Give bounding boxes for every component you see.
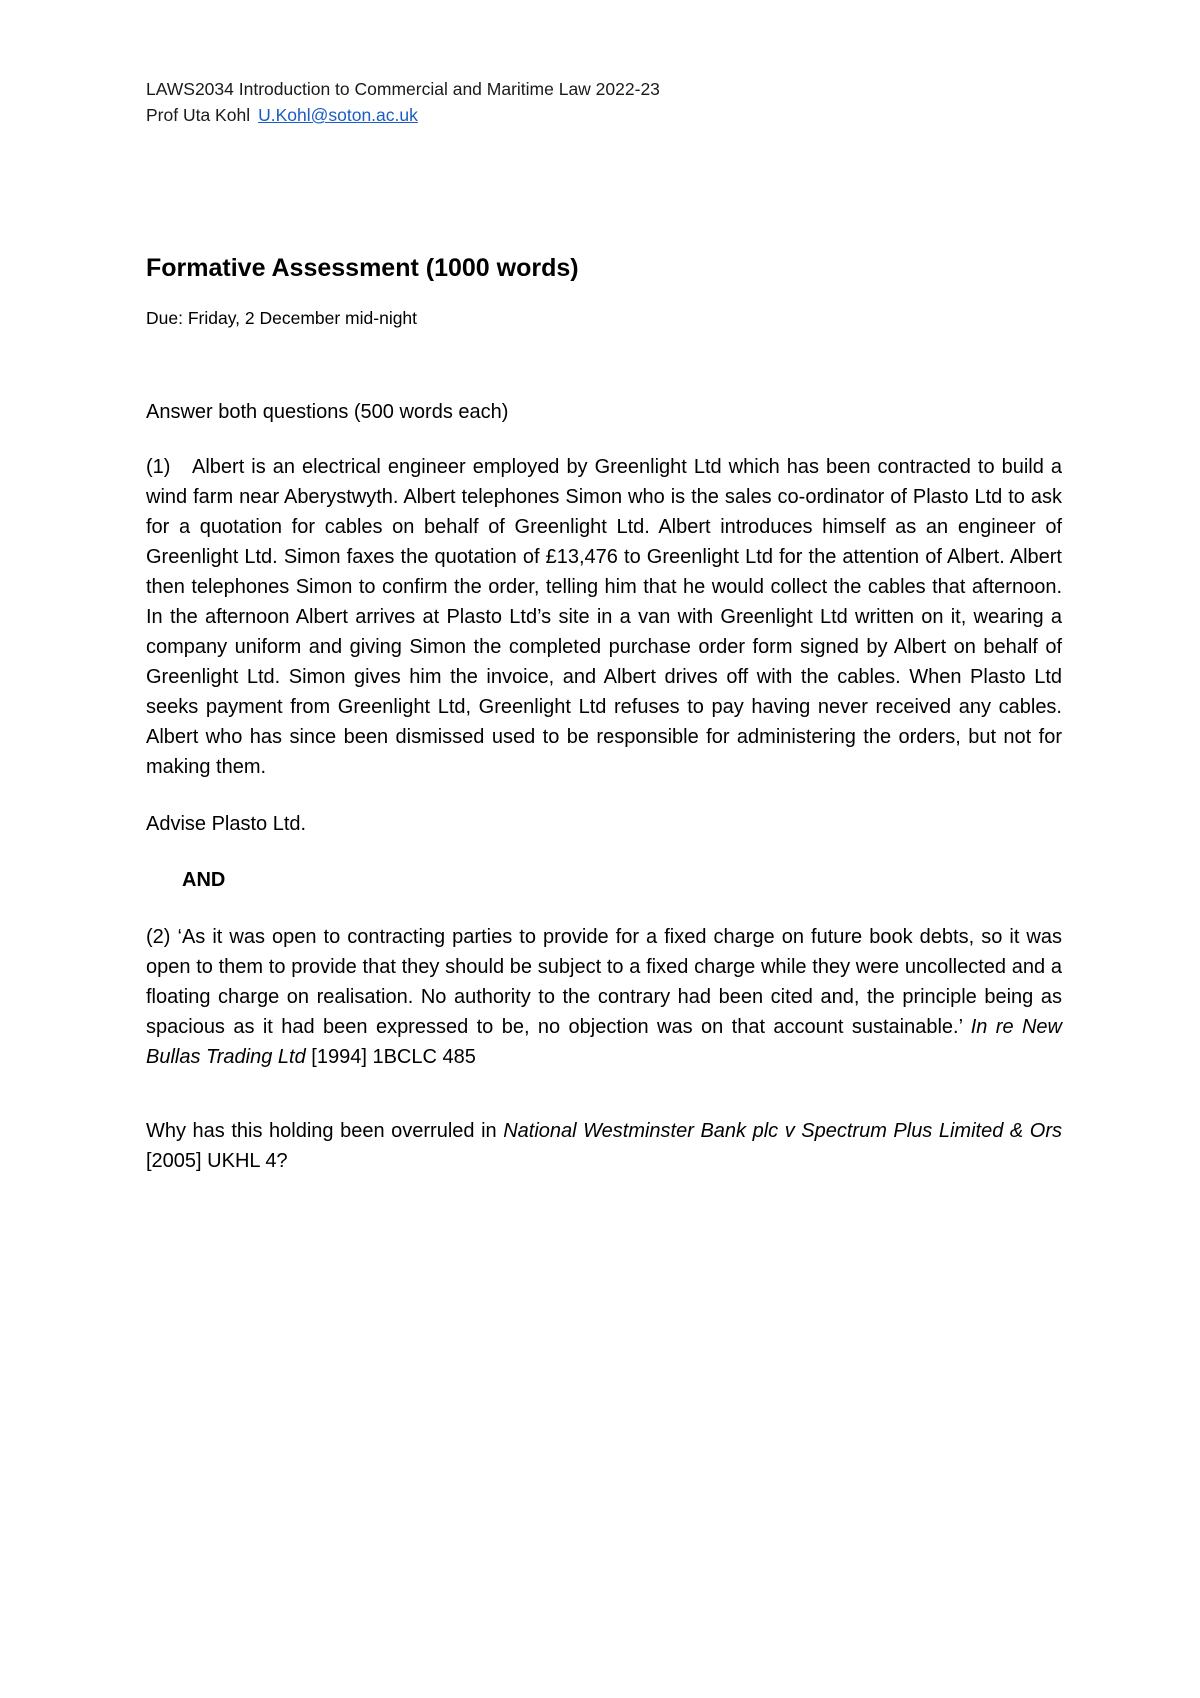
main-content	[146, 252, 1062, 1176]
question-2-citation: [1994] 1BCLC 485	[311, 1046, 476, 1068]
due-date: Due: Friday, 2 December mid-night	[146, 308, 418, 328]
question-1-text: Albert is an electrical engineer employed by Greenlight Ltd which has been contracted to build a wind farm near Aberystwyth. Albert telephones Simon who is the sales co-ordinator of Plasto Ltd to ask for a quotation for cables on behalf of Greenlight Ltd. Albert introduces himself as an engineer of Greenlight Ltd. Simon faxes the quotation of £13,476 to Greenlight Ltd for the attention of Albert. Albert then telephones Simon to confirm the order, telling him that he would collect the cables that afternoon. In the afternoon Albert arrives at Plasto Ltd’s site in a van with Greenlight Ltd written on it, wearing a company uniform and giving Simon the completed purchase order form signed by Albert on behalf of Greenlight Ltd. Simon gives him the invoice, and Albert drives off with the cables. When Plasto Ltd seeks payment from Greenlight Ltd, Greenlight Ltd refuses to pay having never received any cables. Albert who has since been dismissed used to be responsible for administering the orders, but not for making them.	[146, 456, 1062, 778]
email-link[interactable]: U.Kohl@soton.ac.uk	[258, 105, 418, 125]
question-2-case-name: In re New Bullas Trading Ltd	[146, 1016, 1062, 1068]
question-2-task-case: National Westminster Bank plc v Spectrum Plus Limited & Ors	[503, 1120, 1063, 1142]
question-2-task-prefix: Why has this holding been overruled in	[146, 1120, 497, 1142]
question-2-task-citation: [2005] UKHL 4?	[146, 1150, 288, 1172]
question-1-task: Advise Plasto Ltd.	[146, 813, 307, 835]
and-separator: AND	[182, 869, 226, 891]
question-2	[146, 922, 1062, 1072]
lecturer-name: Prof Uta Kohl	[146, 105, 251, 125]
instruction: Answer both questions (500 words each)	[146, 401, 509, 423]
course-title: LAWS2034 Introduction to Commercial and Maritime Law 2022-23	[146, 79, 660, 99]
header	[146, 76, 660, 128]
question-1-number: (1)	[146, 456, 171, 478]
lecturer-line	[146, 102, 660, 128]
question-2-quote: (2) ‘As it was open to contracting parties to provide for a fixed charge on future book debts, so it was open to them to provide that they should be subject to a fixed charge while they were uncollected and a floating charge on realisation. No authority to the contrary had been cited and, the principle being as spacious as it had been expressed to be, no objection was on that account sustainable.’	[146, 926, 1062, 1038]
question-1	[146, 452, 1062, 782]
question-2-task	[146, 1116, 1062, 1176]
page-title: Formative Assessment (1000 words)	[146, 254, 579, 282]
